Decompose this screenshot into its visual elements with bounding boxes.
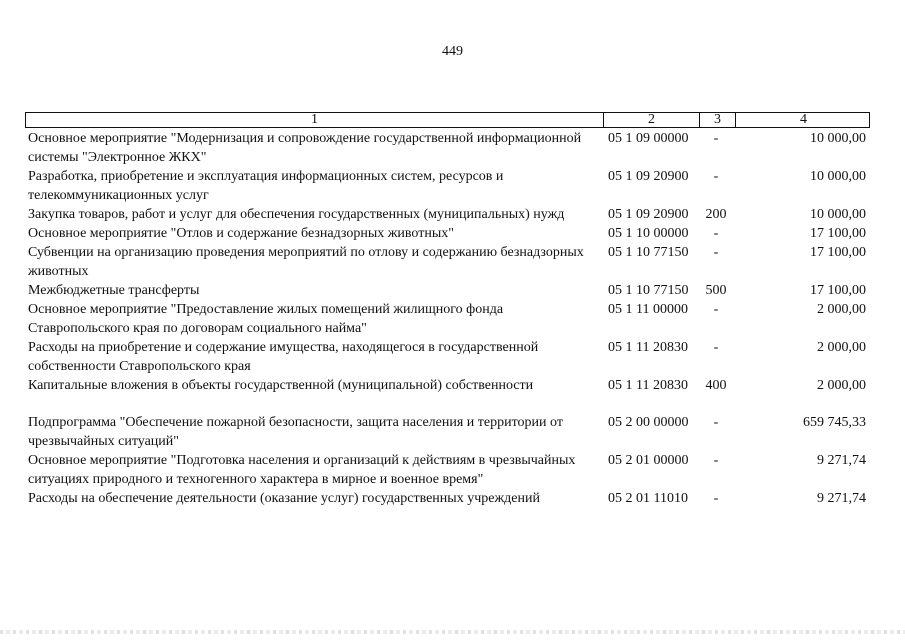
row-name: Расходы на приобретение и содержание имущества, находящегося в государственной собственности Ставропольского края <box>28 340 539 374</box>
row-type: - <box>713 340 719 355</box>
table-row <box>25 243 870 281</box>
row-code: 05 1 09 20900 <box>608 169 689 184</box>
row-amount: 17 100,00 <box>810 245 866 260</box>
row-type: - <box>713 226 719 241</box>
row-code: 05 1 11 00000 <box>608 302 688 317</box>
table-row <box>25 376 870 395</box>
row-amount: 2 000,00 <box>817 340 866 355</box>
row-amount: 10 000,00 <box>810 169 866 184</box>
row-type: - <box>713 245 719 260</box>
row-name: Субвенции на организацию проведения мероприятий по отлову и содержанию безнадзорных животных <box>28 245 584 279</box>
table-row <box>25 451 870 489</box>
row-amount: 2 000,00 <box>817 378 866 393</box>
row-name: Основное мероприятие "Модернизация и сопровождение государственной информационной системы "Электронное ЖКХ" <box>28 131 582 165</box>
row-type: - <box>713 415 719 430</box>
row-name: Подпрограмма "Обеспечение пожарной безопасности, защита населения и территории от чрезвычайных ситуаций" <box>28 415 563 449</box>
table-row <box>25 489 870 508</box>
row-amount: 10 000,00 <box>810 131 866 146</box>
header-col-4: 4 <box>735 113 871 127</box>
table-row <box>25 205 870 224</box>
row-amount: 17 100,00 <box>810 283 866 298</box>
row-name: Основное мероприятие "Отлов и содержание безнадзорных животных" <box>28 226 454 241</box>
row-code: 05 1 11 20830 <box>608 378 688 393</box>
row-name: Межбюджетные трансферты <box>28 283 200 298</box>
table-row <box>25 300 870 338</box>
row-type: 400 <box>705 378 727 393</box>
row-amount: 9 271,74 <box>817 491 866 506</box>
row-code: 05 2 01 00000 <box>608 453 689 468</box>
row-type: - <box>713 491 719 506</box>
table-header <box>25 112 870 128</box>
row-code: 05 1 10 00000 <box>608 226 689 241</box>
row-type: - <box>713 302 719 317</box>
row-name: Основное мероприятие "Подготовка населения и организаций к действиям в чрезвычайных ситуациях природного и техногенного характера в мирное и военное время" <box>28 453 576 487</box>
scan-artifact-line <box>0 630 905 634</box>
row-code: 05 1 09 00000 <box>608 131 689 146</box>
row-code: 05 2 00 00000 <box>608 415 689 430</box>
row-code: 05 1 10 77150 <box>608 283 689 298</box>
row-amount: 17 100,00 <box>810 226 866 241</box>
row-name: Основное мероприятие "Предоставление жилых помещений жилищного фонда Ставропольского края по договорам социального найма" <box>28 302 504 336</box>
row-type: 200 <box>705 207 727 222</box>
header-col-3: 3 <box>699 113 735 127</box>
table-row <box>25 167 870 205</box>
table-row <box>25 281 870 300</box>
header-col-1: 1 <box>311 112 318 127</box>
row-code: 05 2 01 11010 <box>608 491 688 506</box>
table-row <box>25 129 870 167</box>
table-row <box>25 413 870 451</box>
header-col-2: 2 <box>603 113 699 127</box>
budget-table <box>25 112 870 508</box>
page-number: 449 <box>442 44 463 59</box>
row-amount: 9 271,74 <box>817 453 866 468</box>
row-code: 05 1 09 20900 <box>608 207 689 222</box>
row-name: Капитальные вложения в объекты государственной (муниципальной) собственности <box>28 378 534 393</box>
row-amount: 659 745,33 <box>803 415 866 430</box>
row-amount: 10 000,00 <box>810 207 866 222</box>
row-type: - <box>713 169 719 184</box>
row-type: - <box>713 131 719 146</box>
row-code: 05 1 11 20830 <box>608 340 688 355</box>
table-row <box>25 224 870 243</box>
row-type: 500 <box>705 283 727 298</box>
row-name: Расходы на обеспечение деятельности (оказание услуг) государственных учреждений <box>28 491 540 506</box>
row-amount: 2 000,00 <box>817 302 866 317</box>
row-name: Разработка, приобретение и эксплуатация информационных систем, ресурсов и телекоммуникационных услуг <box>28 169 504 203</box>
row-code: 05 1 10 77150 <box>608 245 689 260</box>
table-row <box>25 338 870 376</box>
row-name: Закупка товаров, работ и услуг для обеспечения государственных (муниципальных) нужд <box>28 207 565 222</box>
section-spacer <box>25 395 870 413</box>
row-type: - <box>713 453 719 468</box>
